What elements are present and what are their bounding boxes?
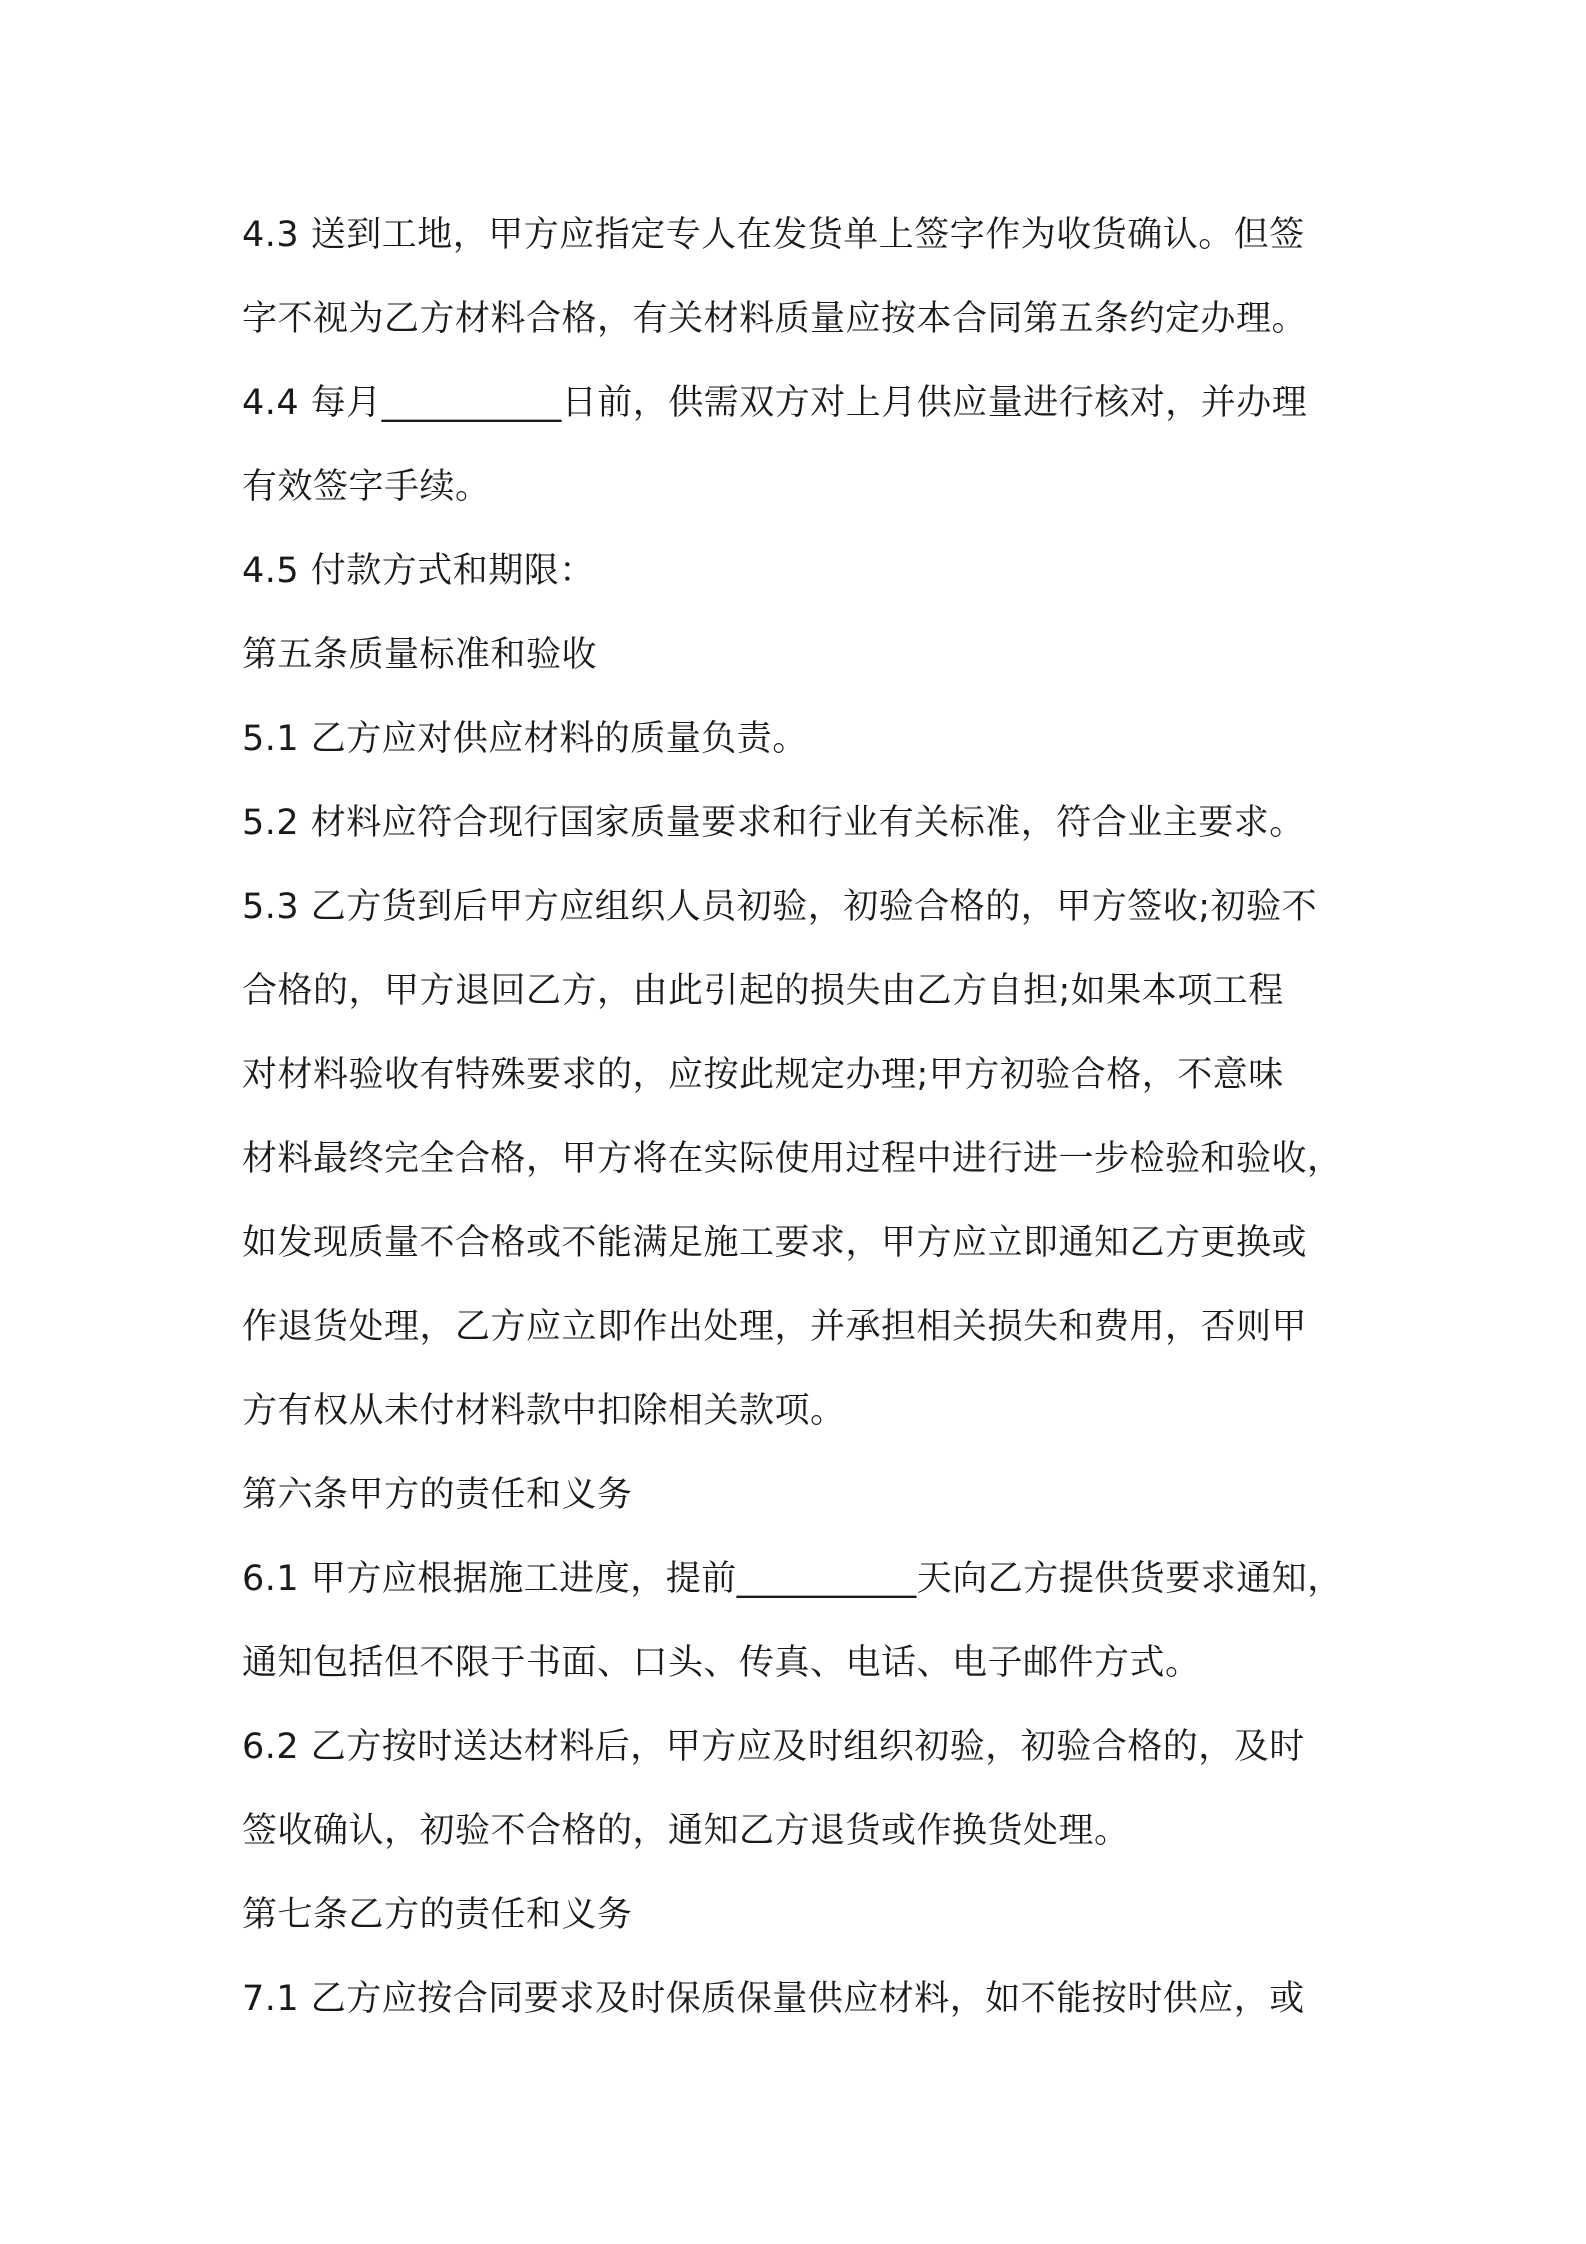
clause-6-1-line-2: 通知包括但不限于书面、口头、传真、电话、电子邮件方式。 [242,1643,1201,1683]
article-7-heading: 第七条乙方的责任和义务 [242,1895,633,1935]
clause-5-3-line-3: 对材料验收有特殊要求的，应按此规定办理;甲方初验合格，不意味 [242,1055,1284,1095]
clause-4-4-line-1: 4.4 每月__________日前，供需双方对上月供应量进行核对，并办理 [242,383,1308,423]
clause-7-1-line-1: 7.1 乙方应按合同要求及时保质保量供应材料，如不能按时供应，或 [242,1979,1305,2019]
clause-4-3-line-1: 4.3 送到工地，甲方应指定专人在发货单上签字作为收货确认。但签 [242,215,1305,255]
clause-6-2-line-2: 签收确认，初验不合格的，通知乙方退货或作换货处理。 [242,1811,1130,1851]
clause-5-3-line-1: 5.3 乙方货到后甲方应组织人员初验，初验合格的，甲方签收;初验不 [242,887,1318,927]
clause-5-2: 5.2 材料应符合现行国家质量要求和行业有关标准，符合业主要求。 [242,803,1305,843]
clause-4-3-line-2: 字不视为乙方材料合格，有关材料质量应按本合同第五条约定办理。 [242,299,1308,339]
document-body [242,193,1382,2041]
clause-5-3-line-7: 方有权从未付材料款中扣除相关款项。 [242,1391,846,1431]
article-6-heading: 第六条甲方的责任和义务 [242,1475,633,1515]
clause-6-2-line-1: 6.2 乙方按时送达材料后，甲方应及时组织初验，初验合格的，及时 [242,1727,1305,1767]
clause-4-4-line-2: 有效签字手续。 [242,467,491,507]
clause-5-1: 5.1 乙方应对供应材料的质量负责。 [242,719,808,759]
clause-6-1-line-1: 6.1 甲方应根据施工进度，提前__________天向乙方提供货要求通知， [242,1559,1343,1599]
clause-5-3-line-5: 如发现质量不合格或不能满足施工要求，甲方应立即通知乙方更换或 [242,1223,1308,1263]
clause-5-3-line-2: 合格的，甲方退回乙方，由此引起的损失由乙方自担;如果本项工程 [242,971,1284,1011]
clause-5-3-line-6: 作退货处理，乙方应立即作出处理，并承担相关损失和费用，否则甲 [242,1307,1308,1347]
clause-4-5: 4.5 付款方式和期限： [242,551,595,591]
clause-5-3-line-4: 材料最终完全合格，甲方将在实际使用过程中进行进一步检验和验收， [242,1139,1343,1179]
article-5-heading: 第五条质量标准和验收 [242,635,598,675]
